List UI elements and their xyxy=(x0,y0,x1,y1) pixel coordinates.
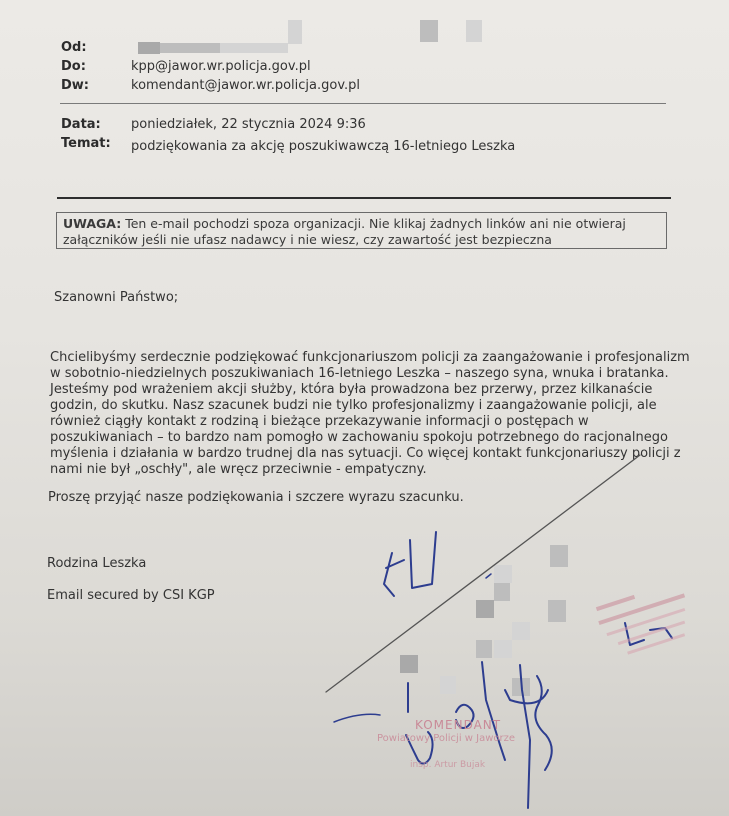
initials-mark xyxy=(410,532,436,588)
to-value: kpp@jawor.wr.policja.gov.pl xyxy=(131,59,311,74)
subject-value: podziękowania za akcję poszukiwawczą 16-letniego Leszka xyxy=(131,139,516,154)
initials-mark xyxy=(384,553,404,596)
signature: Rodzina Leszka xyxy=(47,556,147,571)
paragraph-line: Jesteśmy pod wrażeniem akcji służby, która była prowadzona bez przerwy, przez kilkanaście xyxy=(50,382,653,397)
date-value: poniedziałek, 22 stycznia 2024 9:36 xyxy=(131,117,366,132)
signature-stroke xyxy=(520,665,530,808)
warning-line-2: załączników jeśli nie ufasz nadawcy i nie wiesz, czy zawartość jest bezpieczna xyxy=(63,232,552,247)
paragraph-line: również ciągły kontakt z rodziną i bieżące przekazywanie informacji o postępach w xyxy=(50,414,589,429)
cc-label: Dw: xyxy=(61,78,89,93)
paragraph-line: w sobotnio-niedzielnych poszukiwaniach 16-letniego Leszka – naszego syna, wnuka i bratanka. xyxy=(50,366,669,381)
subject-label: Temat: xyxy=(61,136,111,151)
paragraph-line: myślenia i działania w bardzo trudnej dla nas sytuacji. Co więcej kontakt funkcjonariuszy policji z xyxy=(50,446,681,461)
cc-value: komendant@jawor.wr.policja.gov.pl xyxy=(131,78,361,93)
paragraph-line: nami nie był „oschły", ale wręcz przeciwnie - empatyczny. xyxy=(50,462,427,477)
footer-line: Email secured by CSI KGP xyxy=(47,588,215,603)
signature-stroke xyxy=(535,676,551,770)
diagonal-stroke xyxy=(326,455,640,692)
stamp-name: insp. Artur Bujak xyxy=(410,760,486,770)
warning-line-1: Ten e-mail pochodzi spoza organizacji. Nie klikaj żadnych linków ani nie otwieraj xyxy=(121,216,626,231)
paragraph-line: Chcielibyśmy serdecznie podziękować funkcjonariuszom policji za zaangażowanie i profesjonalizm xyxy=(50,350,690,365)
signature-stroke xyxy=(482,662,505,760)
stamp-title: KOMENDANT xyxy=(415,718,502,732)
stamp-unit: Powiatowy Policji w Jaworze xyxy=(377,733,516,744)
from-label: Od: xyxy=(61,40,87,55)
warning-label: UWAGA: xyxy=(63,216,122,231)
paragraph-line: poszukiwaniach – to bardzo nam pomogło w zachowaniu spokoju potrzebnego do racjonalnego xyxy=(50,430,668,445)
paragraph-line: godzin, do skutku. Nasz szacunek budzi nie tylko profesjonalizmy i zaangażowanie policji, ale xyxy=(50,398,657,413)
greeting: Szanowni Państwo; xyxy=(54,290,179,305)
date-label: Data: xyxy=(61,117,101,132)
closing-line: Proszę przyjąć nasze podziękowania i szczere wyrazu szacunku. xyxy=(48,490,464,505)
to-label: Do: xyxy=(61,59,86,74)
